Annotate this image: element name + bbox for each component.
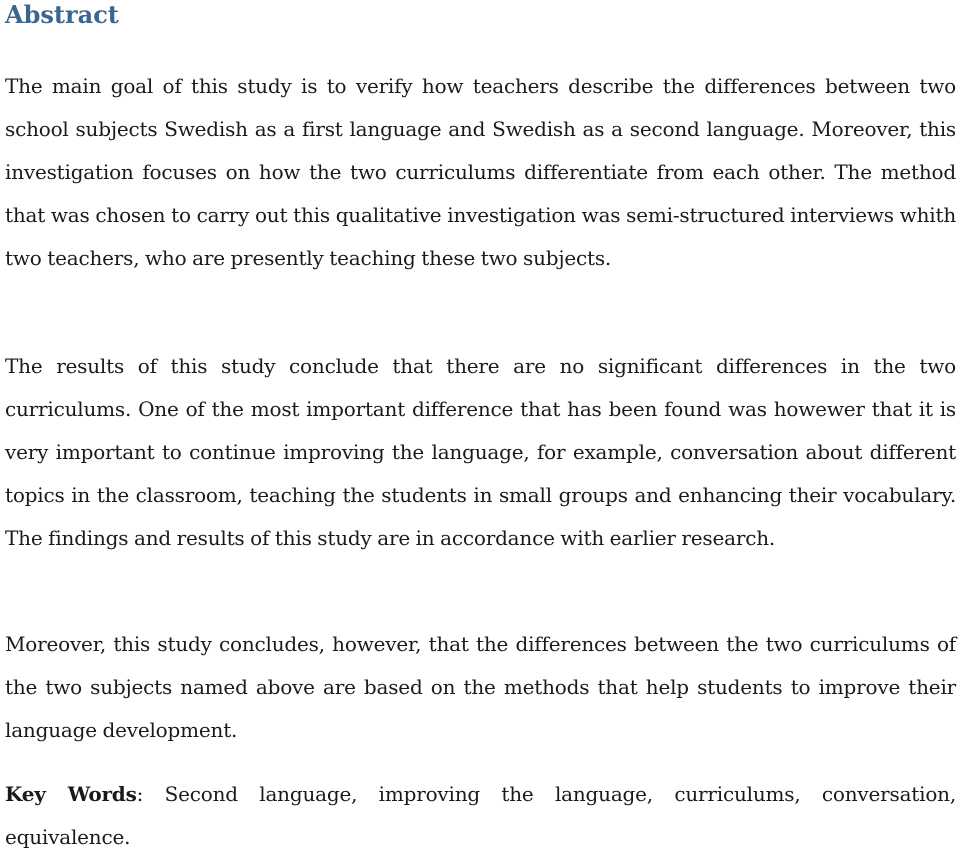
abstract-paragraph-2: The results of this study conclude that there are no significant differences in the two curriculums. One of the most important difference that has been found was howewer that it is very important to continue improving the language, for example, conversation about different topics in the classroom, teaching the students in small groups and enhancing their vocabulary. The findings and results of this study are in accordance with earlier research. [5,354,956,550]
keywords-paragraph [5,773,956,859]
keywords-separator: : [136,782,144,806]
abstract-paragraph-1: The main goal of this study is to verify how teachers describe the differences between two school subjects Swedish as a first language and Swedish as a second language. Moreover, this investigation focuses on how the two curriculums differentiate from each other. The method that was chosen to carry out this qualitative investigation was semi-structured interviews whith two teachers, who are presently teaching these two subjects. [5,74,956,270]
keywords-label: Key Words [5,782,137,806]
keywords-list: Second language, improving the language, curriculums, conversation, equivalence. [5,782,957,849]
abstract-paragraph-3: Moreover, this study concludes, however, that the differences between the two curriculums of the two subjects named above are based on the methods that help students to improve their language development. [5,632,956,742]
abstract-heading: Abstract [5,0,119,29]
